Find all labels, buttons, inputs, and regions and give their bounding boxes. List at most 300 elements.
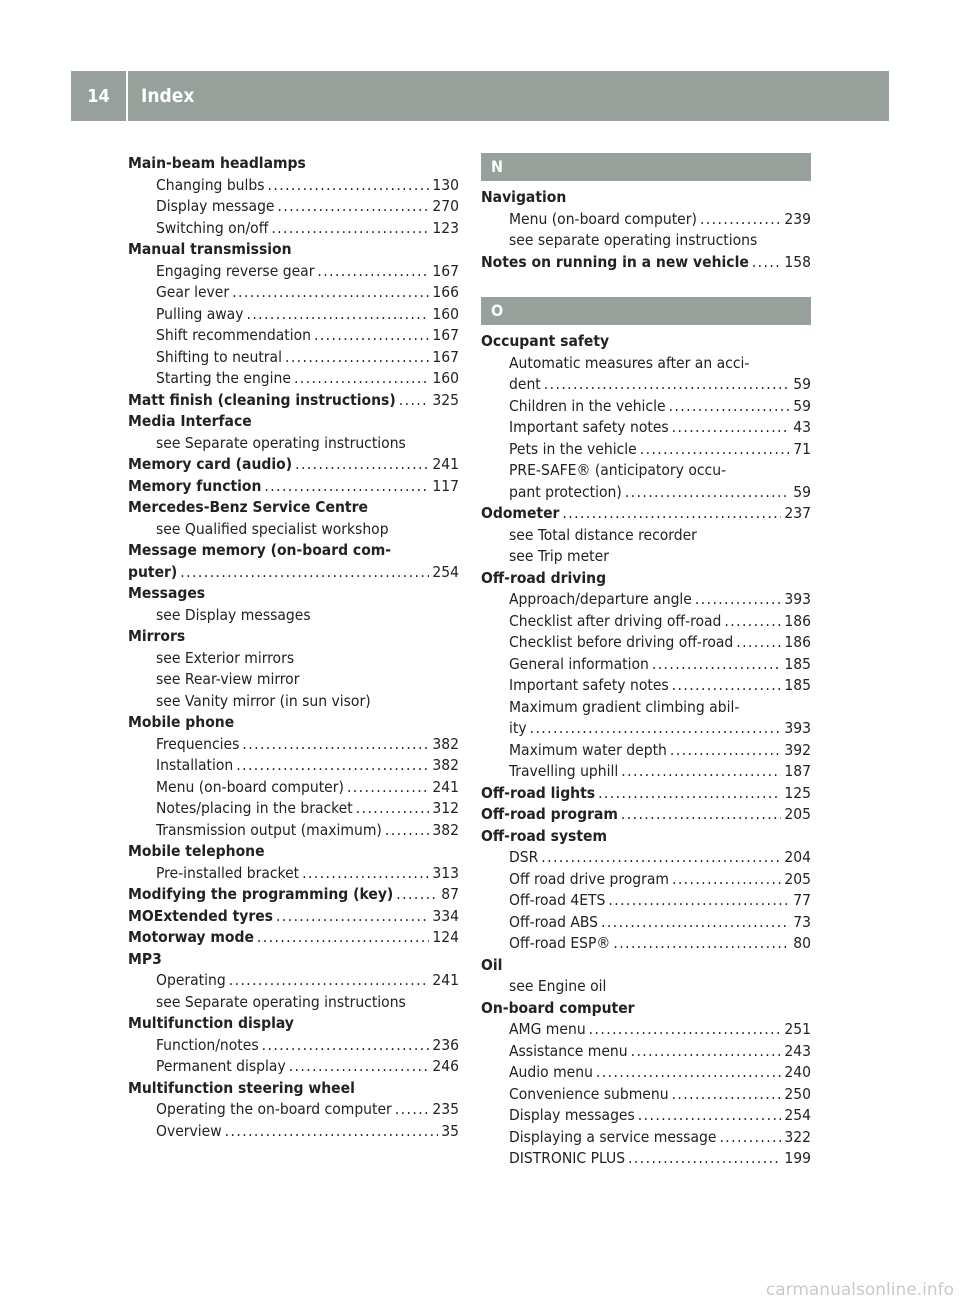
index-subentry	[128, 970, 459, 992]
entry-text: Checklist before driving off-road	[509, 633, 734, 651]
entry-text: see Total distance recorder	[509, 525, 697, 544]
entry-text: dent	[509, 375, 541, 393]
dot-leader	[736, 632, 781, 654]
entry-text: Transmission output (maximum)	[156, 820, 382, 839]
index-subentry	[481, 353, 811, 375]
dot-leader	[589, 1019, 782, 1041]
page-ref: 382	[432, 756, 459, 774]
entry-text: Modifying the programming (key)	[128, 885, 394, 903]
dot-leader	[640, 439, 791, 461]
dot-leader	[719, 1127, 781, 1149]
dot-leader	[752, 252, 782, 274]
page-ref: 251	[784, 1020, 811, 1038]
entry-text: Changing bulbs	[156, 175, 265, 194]
dot-leader	[225, 1121, 439, 1143]
index-entry	[128, 540, 459, 562]
index-subentry	[481, 374, 811, 396]
entry-text: Navigation	[481, 188, 567, 206]
entry-text: Important safety notes	[509, 676, 669, 694]
page-ref: 185	[784, 654, 811, 673]
index-subentry	[481, 482, 811, 504]
index-entry	[128, 884, 459, 906]
entry-text: Function/notes	[156, 1035, 259, 1054]
entry-text: DSR	[509, 848, 539, 866]
dot-leader	[628, 1148, 781, 1170]
entry-text: Off-road 4ETS	[509, 891, 606, 909]
entry-text: Messages	[128, 584, 206, 602]
index-entry	[128, 949, 459, 971]
index-entry	[481, 955, 811, 977]
dot-leader	[530, 718, 782, 740]
page-ref: 235	[432, 1100, 459, 1118]
entry-text: Operating the on-board computer	[156, 1100, 392, 1118]
entry-text: Message memory (on-board com-	[128, 541, 392, 559]
index-subentry	[128, 798, 459, 820]
dot-leader	[385, 820, 430, 842]
page-ref: 393	[784, 719, 811, 737]
index-subentry	[128, 648, 459, 670]
page-ref: 254	[784, 1106, 811, 1124]
page-ref: 166	[432, 283, 459, 301]
dot-leader	[672, 417, 791, 439]
dot-leader	[638, 1105, 782, 1127]
page-ref: 205	[784, 805, 811, 823]
index-entry	[481, 503, 811, 525]
index-entry	[128, 712, 459, 734]
index-entry	[481, 331, 811, 353]
page-ref: 322	[784, 1127, 811, 1146]
index-subentry	[128, 1035, 459, 1057]
dot-leader	[669, 396, 791, 418]
index-subentry	[128, 605, 459, 627]
index-subentry	[481, 1127, 811, 1149]
entry-text: Motorway mode	[128, 928, 254, 946]
entry-text: Memory function	[128, 476, 262, 495]
page-ref: 393	[784, 590, 811, 608]
entry-text: Mobile telephone	[128, 842, 265, 860]
entry-text: Assistance menu	[509, 1041, 628, 1060]
index-subentry	[481, 675, 811, 697]
entry-text: Mirrors	[128, 627, 186, 645]
index-subentry	[128, 820, 459, 842]
watermark: carmanualsonline.info	[765, 1280, 954, 1300]
entry-text: MOExtended tyres	[128, 906, 273, 925]
index-subentry	[128, 777, 459, 799]
entry-text: see Trip meter	[509, 547, 609, 565]
dot-leader	[541, 847, 781, 869]
index-subentry	[128, 218, 459, 240]
page-ref: 246	[432, 1057, 459, 1075]
index-subentry	[481, 976, 811, 998]
entry-text: Children in the vehicle	[509, 396, 666, 415]
entry-text: Mercedes-Benz Service Centre	[128, 498, 368, 516]
index-subentry	[481, 1041, 811, 1063]
dot-leader	[601, 912, 790, 934]
entry-text: Off-road ABS	[509, 912, 599, 931]
page-ref: 117	[432, 476, 459, 495]
index-subentry	[481, 933, 811, 955]
dot-leader	[317, 261, 429, 283]
page-ref: 334	[432, 906, 459, 925]
dot-leader	[652, 654, 782, 676]
dot-leader	[246, 304, 429, 326]
entry-text: Matt finish (cleaning instructions)	[128, 390, 396, 409]
index-entry	[128, 239, 459, 261]
page-ref: 167	[432, 347, 459, 366]
entry-text: Engaging reverse gear	[156, 261, 315, 280]
index-subentry	[128, 347, 459, 369]
page-ref: 240	[784, 1063, 811, 1081]
page-ref: 236	[432, 1035, 459, 1054]
index-entry	[481, 998, 811, 1020]
dot-leader	[396, 884, 438, 906]
index-subentry	[128, 1056, 459, 1078]
entry-text: Switching on/off	[156, 218, 269, 237]
entry-text: Menu (on-board computer)	[509, 209, 697, 228]
entry-text: Media Interface	[128, 412, 252, 430]
entry-text: Travelling uphill	[509, 762, 619, 780]
page-ref: 199	[784, 1149, 811, 1167]
index-subentry	[128, 992, 459, 1014]
entry-text: Shift recommendation	[156, 326, 311, 344]
page-ref: 158	[784, 252, 811, 271]
dot-leader	[262, 1035, 430, 1057]
index-column-left	[128, 153, 459, 1142]
index-entry	[128, 841, 459, 863]
entry-text: Multifunction steering wheel	[128, 1078, 355, 1097]
entry-text: Memory card (audio)	[128, 455, 293, 473]
page-ref: 392	[784, 740, 811, 759]
section-gap	[481, 273, 811, 297]
entry-text: Off-road system	[481, 826, 607, 845]
dot-leader	[700, 209, 781, 231]
dot-leader	[395, 1099, 430, 1121]
dot-leader	[672, 869, 781, 891]
index-subentry	[481, 1019, 811, 1041]
dot-leader	[670, 740, 781, 762]
entry-text: pant protection)	[509, 482, 622, 501]
entry-text: Mobile phone	[128, 713, 235, 731]
entry-text: Off-road program	[481, 805, 618, 823]
entry-text: Odometer	[481, 504, 560, 522]
dot-leader	[285, 347, 429, 369]
index-subentry	[481, 697, 811, 719]
page-ref: 124	[432, 928, 459, 946]
dot-leader	[232, 282, 429, 304]
index-subentry	[481, 460, 811, 482]
index-subentry	[128, 304, 459, 326]
dot-leader	[271, 218, 429, 240]
index-entry	[128, 153, 459, 175]
page-ref: 270	[432, 197, 459, 215]
dot-leader	[625, 482, 790, 504]
page-ref: 167	[432, 326, 459, 344]
page-ref: 80	[793, 934, 811, 952]
dot-leader	[724, 611, 781, 633]
entry-text: see Separate operating instructions	[156, 433, 406, 452]
entry-text: see separate operating instructions	[509, 231, 758, 249]
entry-text: Maximum gradient climbing abil-	[509, 697, 740, 716]
page-ref: 130	[432, 175, 459, 194]
dot-leader	[562, 503, 781, 525]
entry-text: AMG menu	[509, 1020, 586, 1038]
header-divider	[126, 71, 128, 121]
entry-text: Off road drive program	[509, 869, 669, 888]
index-entry	[128, 476, 459, 498]
page-ref: 241	[432, 777, 459, 796]
entry-text: Display message	[156, 197, 275, 215]
page-ref: 312	[432, 799, 459, 817]
dot-leader	[596, 1062, 781, 1084]
entry-text: see Display messages	[156, 605, 311, 624]
index-entry	[128, 1078, 459, 1100]
entry-text: Audio menu	[509, 1063, 593, 1081]
index-entry	[128, 626, 459, 648]
entry-text: Shifting to neutral	[156, 347, 282, 366]
index-subentry	[128, 282, 459, 304]
entry-text: Occupant safety	[481, 332, 610, 350]
page-ref: 241	[432, 971, 459, 989]
page-ref: 43	[793, 418, 811, 436]
index-entry	[481, 804, 811, 826]
index-subentry	[481, 230, 811, 252]
page-ref: 125	[784, 783, 811, 802]
dot-leader	[598, 783, 781, 805]
entry-text: Oil	[481, 955, 503, 974]
dot-leader	[314, 325, 429, 347]
index-entry	[481, 826, 811, 848]
entry-text: Automatic measures after an acci-	[509, 353, 750, 372]
entry-text: On-board computer	[481, 998, 635, 1017]
entry-text: Maximum water depth	[509, 740, 667, 759]
page-ref: 160	[432, 304, 459, 323]
entry-text: Overview	[156, 1121, 222, 1140]
entry-text: Important safety notes	[509, 418, 669, 436]
entry-text: ity	[509, 719, 527, 737]
index-subentry	[128, 691, 459, 713]
entry-text: Displaying a service message	[509, 1127, 717, 1146]
dot-leader	[347, 777, 429, 799]
entry-text: PRE-SAFE® (anticipatory occu-	[509, 461, 727, 479]
entry-text: Frequencies	[156, 734, 240, 753]
index-column-right	[481, 153, 811, 1170]
index-subentry	[128, 325, 459, 347]
index-subentry	[128, 368, 459, 390]
entry-text: Main-beam headlamps	[128, 154, 306, 172]
dot-leader	[257, 927, 429, 949]
entry-text: MP3	[128, 949, 162, 968]
page-ref: 205	[784, 869, 811, 888]
index-subentry	[481, 611, 811, 633]
index-subentry	[481, 740, 811, 762]
index-entry	[481, 252, 811, 274]
dot-leader	[613, 933, 790, 955]
index-subentry	[481, 632, 811, 654]
page-ref: 186	[784, 633, 811, 651]
entry-text: Multifunction display	[128, 1014, 294, 1032]
page-ref: 167	[432, 261, 459, 280]
index-subentry	[481, 912, 811, 934]
dot-leader	[695, 589, 781, 611]
index-entry	[128, 1013, 459, 1035]
index-subentry	[481, 1148, 811, 1170]
entry-text: Gear lever	[156, 283, 230, 301]
entry-text: see Vanity mirror (in sun visor)	[156, 691, 371, 710]
index-subentry	[128, 433, 459, 455]
entry-text: General information	[509, 654, 649, 673]
dot-leader	[242, 734, 429, 756]
index-subentry	[481, 869, 811, 891]
entry-text: Permanent display	[156, 1057, 286, 1075]
page-ref: 59	[793, 396, 811, 415]
entry-text: see Rear-view mirror	[156, 670, 300, 688]
index-entry	[128, 454, 459, 476]
dot-leader	[544, 374, 791, 396]
index-subentry	[128, 755, 459, 777]
index-subentry	[128, 1099, 459, 1121]
page-ref: 59	[793, 375, 811, 393]
page-ref: 254	[432, 562, 459, 581]
index-entry	[481, 568, 811, 590]
index-subentry	[481, 546, 811, 568]
index-subentry	[481, 396, 811, 418]
entry-text: Pre-installed bracket	[156, 863, 300, 882]
index-subentry	[128, 519, 459, 541]
dot-leader	[264, 476, 429, 498]
entry-text: Pulling away	[156, 304, 244, 323]
dot-leader	[302, 863, 429, 885]
page-ref: 204	[784, 848, 811, 866]
entry-text: Installation	[156, 756, 234, 774]
entry-text: see Separate operating instructions	[156, 992, 406, 1011]
page-ref: 35	[441, 1121, 459, 1140]
index-subentry	[481, 1062, 811, 1084]
index-subentry	[481, 417, 811, 439]
index-entry	[481, 783, 811, 805]
dot-leader	[399, 390, 430, 412]
entry-text: puter)	[128, 562, 178, 581]
dot-leader	[229, 970, 430, 992]
entry-text: Off-road ESP®	[509, 934, 611, 952]
entry-text: Off-road driving	[481, 568, 607, 587]
page-ref: 313	[432, 863, 459, 882]
page-ref: 243	[784, 1041, 811, 1060]
dot-leader	[631, 1041, 782, 1063]
dot-leader	[672, 675, 782, 697]
page-ref: 185	[784, 676, 811, 694]
index-entry	[128, 583, 459, 605]
entry-text: Off-road lights	[481, 783, 596, 802]
page-header	[71, 71, 889, 121]
page-ref: 382	[432, 820, 459, 839]
entry-text: Notes on running in a new vehicle	[481, 252, 749, 271]
entry-text: Menu (on-board computer)	[156, 777, 344, 796]
page-ref: 250	[784, 1084, 811, 1103]
index-entry	[128, 497, 459, 519]
index-subentry	[481, 1084, 811, 1106]
dot-leader	[621, 761, 781, 783]
index-subentry	[481, 525, 811, 547]
page-ref: 382	[432, 734, 459, 753]
index-subentry	[481, 761, 811, 783]
page-ref: 59	[793, 482, 811, 501]
page-ref: 237	[784, 504, 811, 522]
page-ref: 73	[793, 912, 811, 931]
index-subentry	[481, 654, 811, 676]
entry-text: Notes/placing in the bracket	[156, 799, 353, 817]
dot-leader	[672, 1084, 782, 1106]
index-entry	[128, 411, 459, 433]
index-subentry	[481, 209, 811, 231]
index-subentry	[481, 890, 811, 912]
index-entry	[128, 390, 459, 412]
entry-text: DISTRONIC PLUS	[509, 1149, 626, 1167]
page-ref: 77	[793, 891, 811, 909]
dot-leader	[608, 890, 790, 912]
index-subentry	[128, 261, 459, 283]
index-subentry	[481, 718, 811, 740]
dot-leader	[236, 755, 429, 777]
entry-text: Convenience submenu	[509, 1084, 669, 1103]
page-ref: 241	[432, 455, 459, 473]
dot-leader	[289, 1056, 430, 1078]
index-subentry	[128, 175, 459, 197]
entry-text: Operating	[156, 971, 226, 989]
section-letter: N	[481, 153, 811, 181]
section-letter: O	[481, 297, 811, 325]
page-number: 14	[87, 85, 110, 107]
index-subentry	[481, 847, 811, 869]
dot-leader	[180, 562, 429, 584]
dot-leader	[278, 196, 430, 218]
index-entry	[128, 562, 459, 584]
dot-leader	[268, 175, 430, 197]
dot-leader	[621, 804, 781, 826]
index-subentry	[481, 589, 811, 611]
page-title: Index	[141, 85, 195, 107]
entry-text: see Engine oil	[509, 977, 607, 995]
entry-text: Starting the engine	[156, 369, 291, 387]
entry-text: Checklist after driving off-road	[509, 611, 722, 630]
index-subentry	[128, 734, 459, 756]
page-ref: 123	[432, 218, 459, 237]
dot-leader	[294, 368, 429, 390]
index-subentry	[128, 669, 459, 691]
index-entry	[128, 906, 459, 928]
page-ref: 187	[784, 762, 811, 780]
entry-text: Manual transmission	[128, 240, 292, 258]
dot-leader	[356, 798, 430, 820]
page-ref: 186	[784, 611, 811, 630]
page-ref: 325	[432, 390, 459, 409]
index-subentry	[481, 1105, 811, 1127]
entry-text: Display messages	[509, 1106, 635, 1124]
index-entry	[128, 927, 459, 949]
page-ref: 239	[784, 209, 811, 228]
entry-text: Pets in the vehicle	[509, 439, 637, 458]
dot-leader	[276, 906, 429, 928]
index-entry	[481, 187, 811, 209]
page-ref: 87	[441, 885, 459, 903]
index-subentry	[481, 439, 811, 461]
entry-text: Approach/departure angle	[509, 590, 692, 608]
index-subentry	[128, 196, 459, 218]
index-subentry	[128, 1121, 459, 1143]
page-ref: 71	[793, 439, 811, 458]
dot-leader	[295, 454, 429, 476]
entry-text: see Exterior mirrors	[156, 648, 295, 667]
entry-text: see Qualified specialist workshop	[156, 519, 389, 538]
